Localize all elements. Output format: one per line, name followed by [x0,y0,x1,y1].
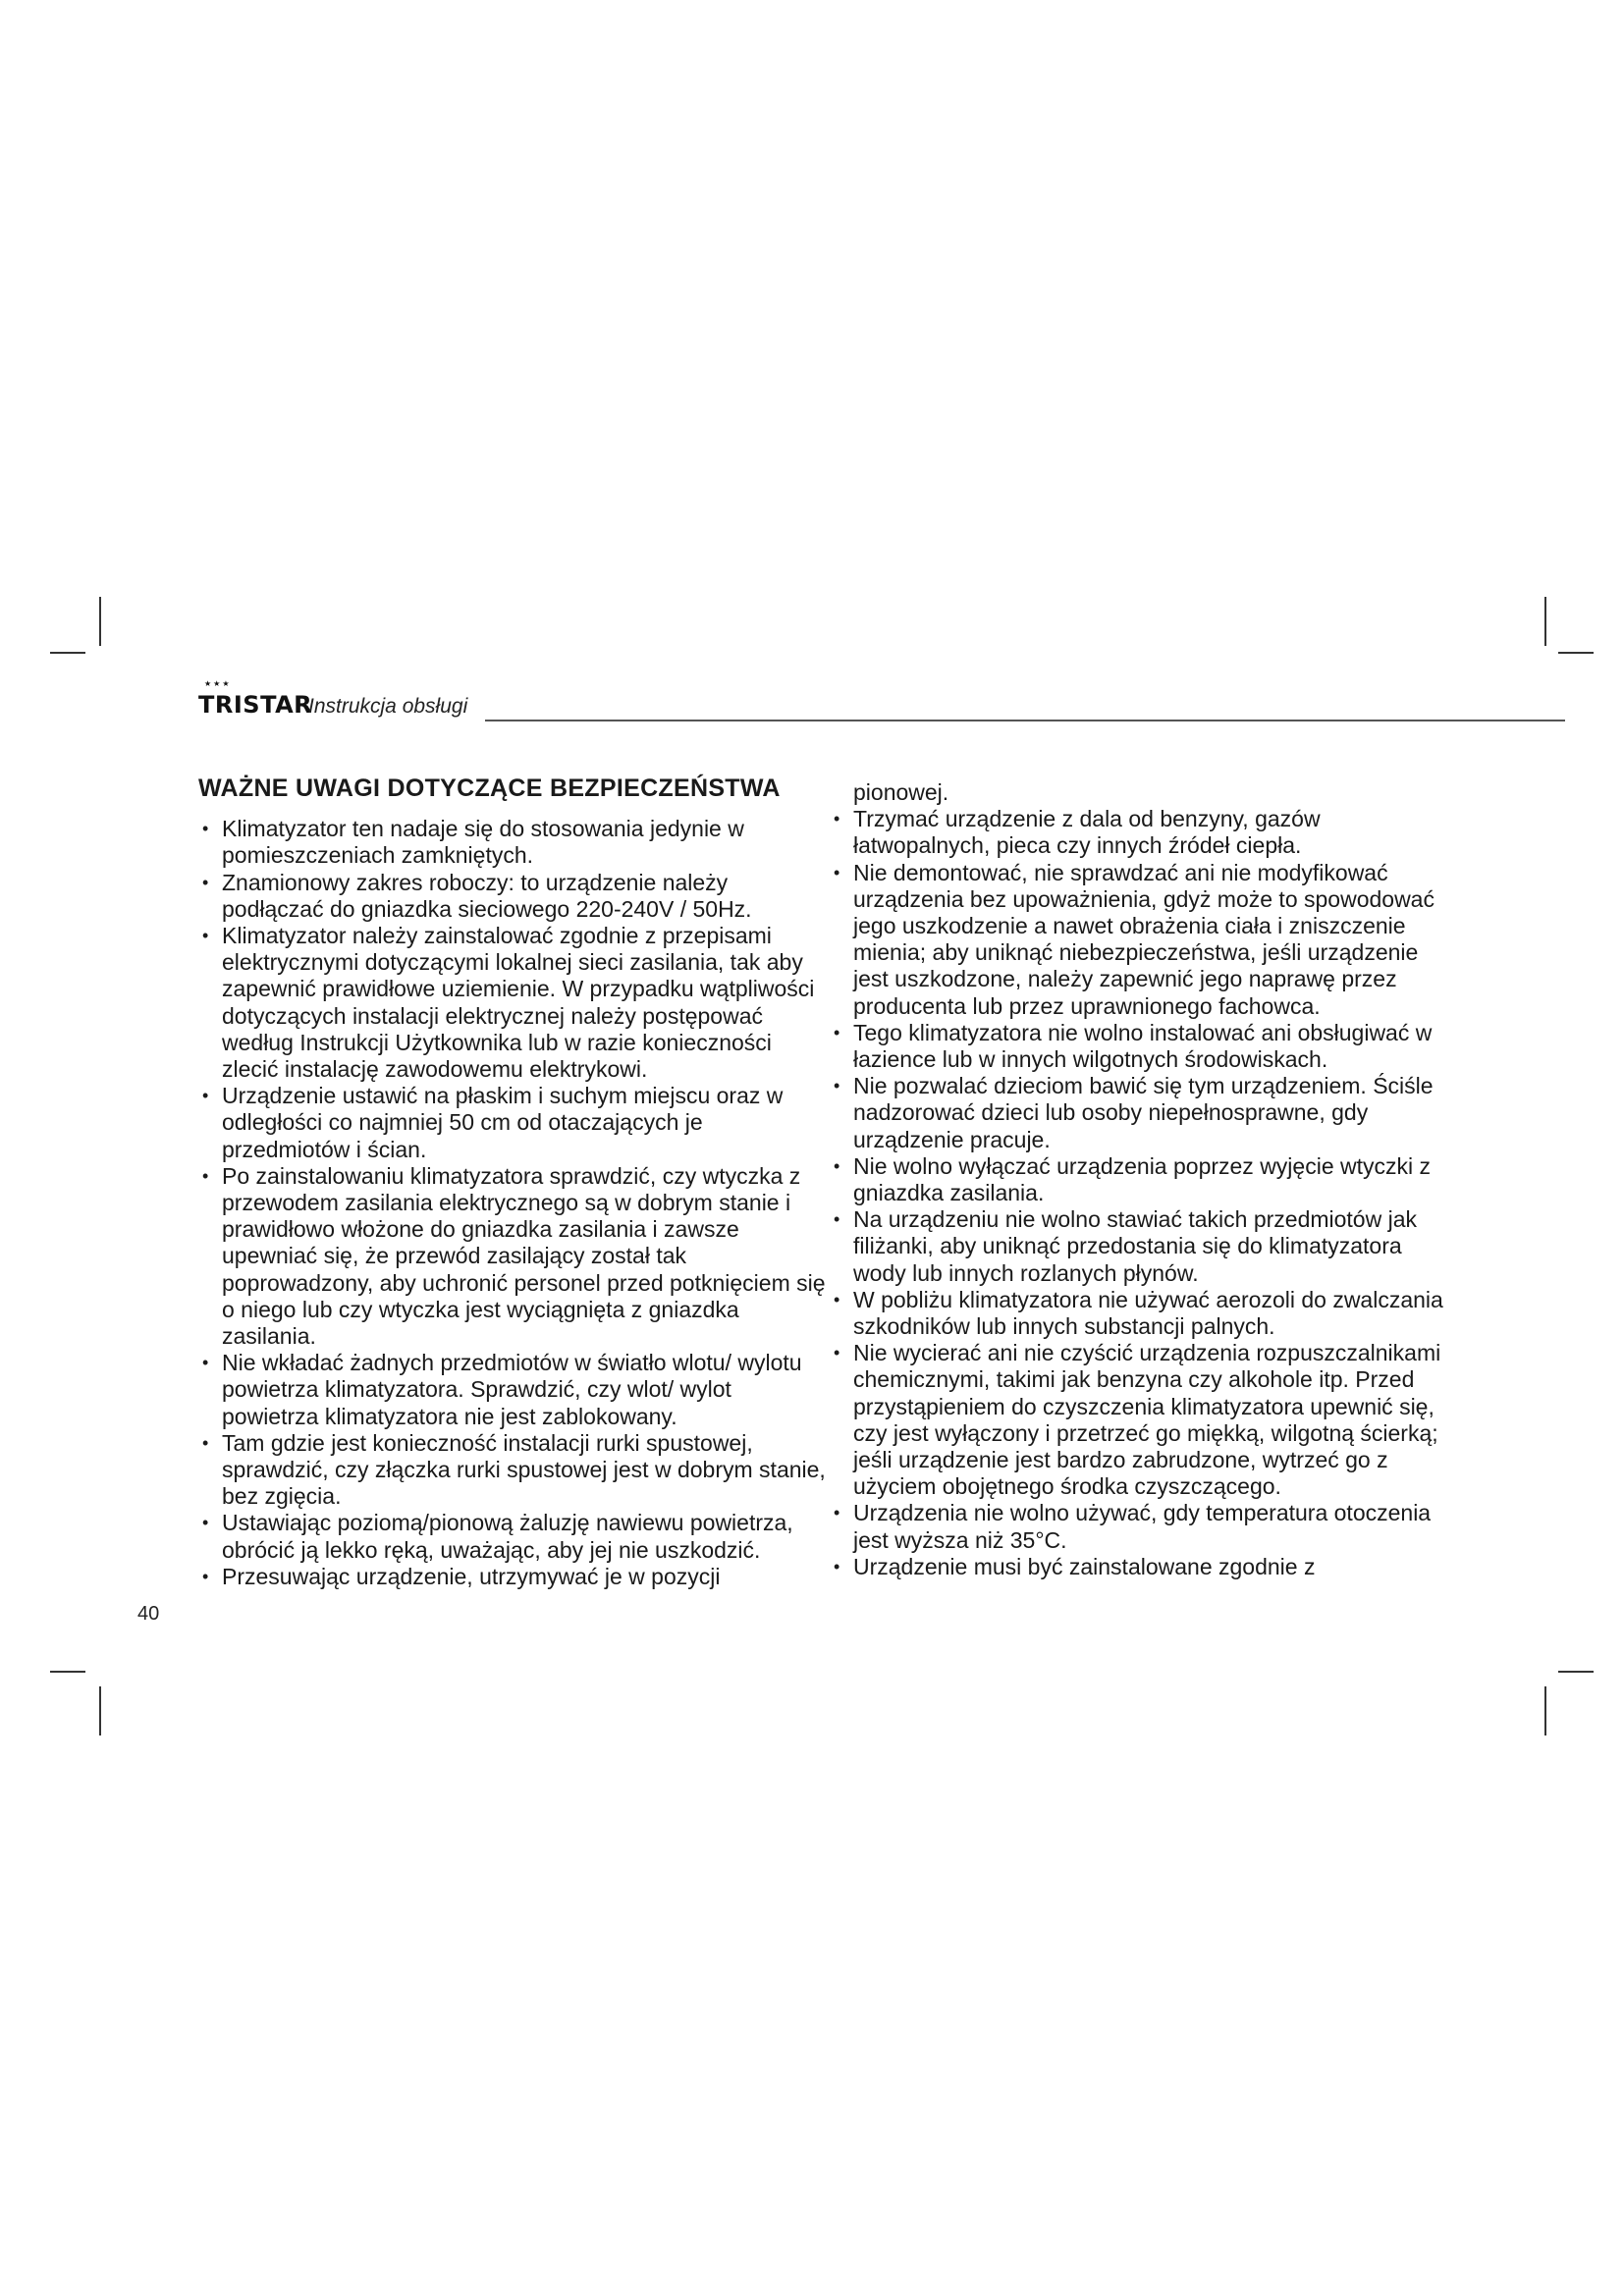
list-item: • Nie wkładać żadnych przedmiotów w światło wlotu/ wylotu powietrza klimatyzatora. Sprawdzić, czy wlot/ wylot powietrza klimatyzatora nie jest zablokowany. [198,1350,827,1430]
right-bullet-list [830,806,1448,1580]
list-item: • Nie pozwalać dzieciom bawić się tym urządzeniem. Ściśle nadzorować dzieci lub osoby niepełnosprawne, gdy urządzenie pracuje. [830,1073,1448,1153]
crop-mark-bottom-left-vertical [99,1686,101,1735]
list-item: • Ustawiając poziomą/pionową żaluzję nawiewu powietrza, obrócić ją lekko ręką, uważając, aby jej nie uszkodzić. [198,1510,827,1563]
list-item: • W pobliżu klimatyzatora nie używać aerozoli do zwalczania szkodników lub innych substancji palnych. [830,1287,1448,1340]
brand-logo [198,679,313,719]
crop-mark-bottom-left-horizontal [50,1671,85,1673]
page-header [198,679,1565,722]
list-item: • Urządzenia nie wolno używać, gdy temperatura otoczenia jest wyższa niż 35°C. [830,1500,1448,1553]
crop-mark-top-left-vertical [99,597,101,646]
section-title: WAŻNE UWAGI DOTYCZĄCE BEZPIECZEŃSTWA [198,774,781,802]
right-column [830,766,1448,1580]
list-item: • Na urządzeniu nie wolno stawiać takich przedmiotów jak filiżanki, aby uniknąć przedostania się do klimatyzatora wody lub innych rozlanych płynów. [830,1206,1448,1287]
list-item: • Trzymać urządzenie z dala od benzyny, gazów łatwopalnych, pieca czy innych źródeł ciepła. [830,806,1448,859]
left-column [198,766,827,1590]
list-item: • Klimatyzator ten nadaje się do stosowania jedynie w pomieszczeniach zamkniętych. [198,816,827,869]
list-item: • Przesuwając urządzenie, utrzymywać je w pozycji [198,1564,827,1590]
crop-mark-bottom-right-horizontal [1558,1671,1594,1673]
crop-mark-top-left-horizontal [50,652,85,654]
list-item: • Nie demontować, nie sprawdzać ani nie modyfikować urządzenia bez upoważnienia, gdyż może to spowodować jego uszkodzenie a nawet obrażenia ciała i zniszczenie mienia; aby uniknąć niebezpieczeństwa, jeśli urządzenie jest uszkodzone, należy zapewnić jego naprawę przez producenta lub przez uprawnionego fachowca. [830,860,1448,1020]
list-item: • Klimatyzator należy zainstalować zgodnie z przepisami elektrycznymi dotyczącymi lokalnej sieci zasilania, tak aby zapewnić prawidłowe uziemienie. W przypadku wątpliwości dotyczących instalacji elektrycznej należy postępować według Instrukcji Użytkownika lub w razie konieczności zlecić instalację zawodowemu elektrykowi. [198,923,827,1083]
crop-mark-top-right-horizontal [1558,652,1594,654]
continued-text: pionowej. [853,779,949,805]
list-item: • Urządzenie ustawić na płaskim i suchym miejscu oraz w odległości co najmniej 50 cm od otaczających je przedmiotów i ścian. [198,1083,827,1163]
list-item: • Tego klimatyzatora nie wolno instalować ani obsługiwać w łazience lub w innych wilgotnych środowiskach. [830,1020,1448,1073]
page-number: 40 [137,1603,160,1625]
list-item: • Nie wolno wyłączać urządzenia poprzez wyjęcie wtyczki z gniazdka zasilania. [830,1153,1448,1206]
list-item: • Znamionowy zakres roboczy: to urządzenie należy podłączać do gniazdka sieciowego 220-240V / 50Hz. [198,870,827,923]
crop-mark-bottom-right-vertical [1544,1686,1546,1735]
list-item: • Po zainstalowaniu klimatyzatora sprawdzić, czy wtyczka z przewodem zasilania elektrycznego są w dobrym stanie i prawidłowo włożone do gniazdka zasilania i zawsze upewniać się, że przewód zasilający został tak poprowadzony, aby uchronić personel przed potknięciem się o niego lub czy wtyczka jest wyciągnięta z gniazdka zasilania. [198,1163,827,1350]
list-item: • Urządzenie musi być zainstalowane zgodnie z [830,1554,1448,1580]
left-bullet-list [198,816,827,1590]
list-item: • Nie wycierać ani nie czyścić urządzenia rozpuszczalnikami chemicznymi, takimi jak benzyna czy alkohole itp. Przed przystąpieniem do czyszczenia klimatyzatora upewnić się, czy jest wyłączony i przetrzeć go miękką, wilgotną ścierką; jeśli urządzenie jest bardzo zabrudzone, wytrzeć go z użyciem obojętnego środka czyszczącego. [830,1340,1448,1500]
brand-name: TRISTAR [198,691,313,719]
crop-mark-top-right-vertical [1544,597,1546,646]
header-rule [485,720,1565,721]
header-title: Instrukcja obsługi [308,695,468,718]
brand-stars: ★★★ [204,679,232,688]
list-item: • Tam gdzie jest konieczność instalacji rurki spustowej, sprawdzić, czy złączka rurki spustowej jest w dobrym stanie, bez zgięcia. [198,1430,827,1511]
